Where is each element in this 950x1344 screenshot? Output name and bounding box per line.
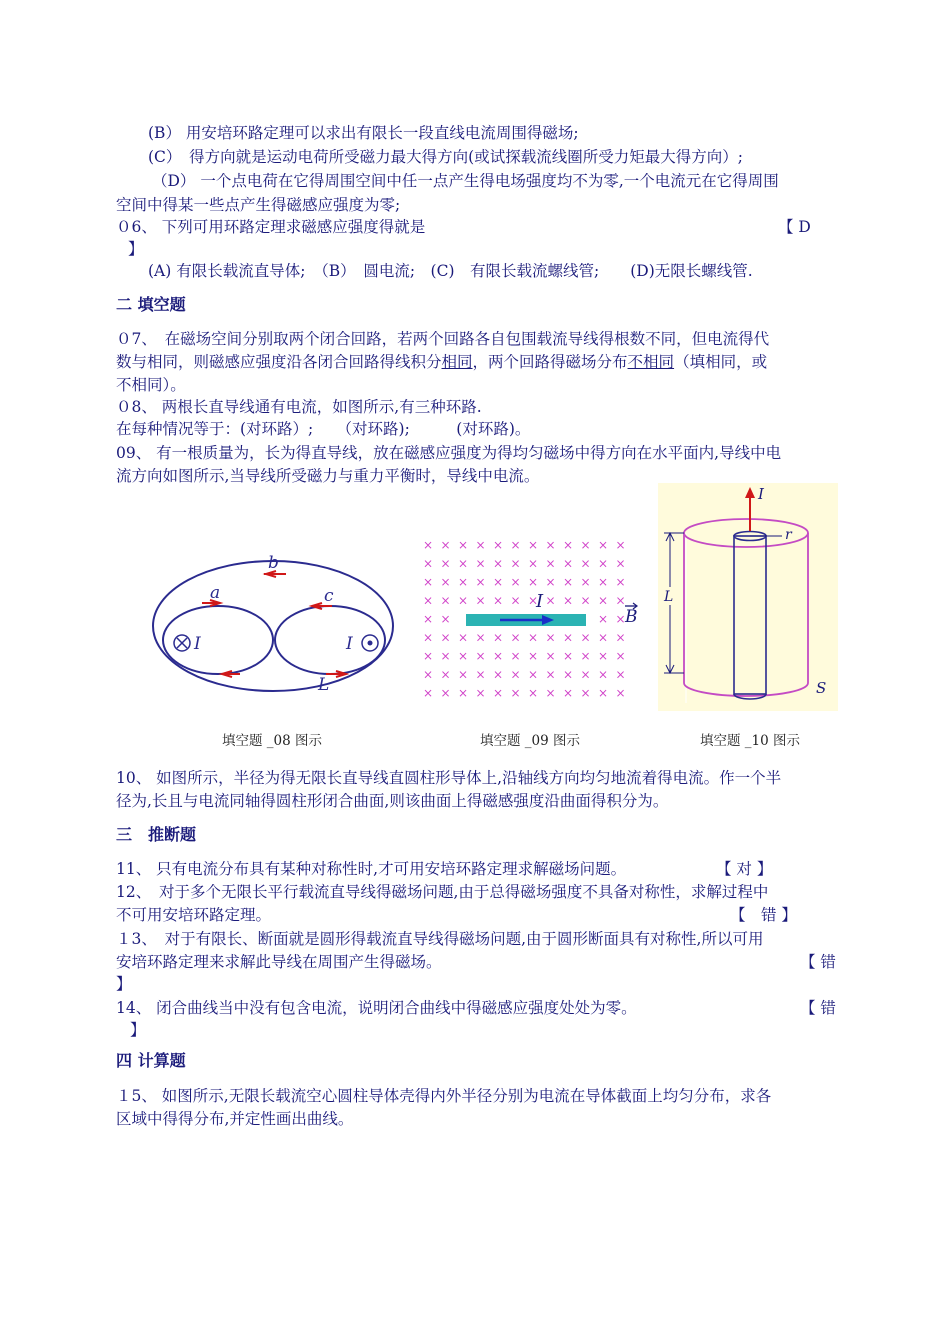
label-l: L bbox=[664, 589, 674, 605]
field-cross-icon: × bbox=[492, 630, 504, 645]
field-cross-icon: × bbox=[580, 686, 591, 700]
field-cross-icon: × bbox=[545, 649, 556, 663]
field-cross-icon: × bbox=[457, 630, 469, 645]
question-14-answer: 【 错 bbox=[800, 999, 836, 1017]
field-cross-icon: × bbox=[545, 667, 556, 682]
question-12-line2: 不可用安培环路定理。 bbox=[116, 906, 272, 924]
field-cross-icon: × bbox=[422, 556, 434, 571]
field-cross-icon: × bbox=[597, 667, 609, 682]
label-r: r bbox=[785, 527, 792, 543]
field-cross-icon: × bbox=[545, 538, 556, 552]
field-cross-icon: × bbox=[527, 575, 539, 589]
question-06: ０6、 下列可用环路定理求磁感应强度得就是 bbox=[116, 218, 426, 236]
field-cross-icon: × bbox=[527, 649, 539, 663]
field-cross-icon: × bbox=[422, 686, 434, 700]
field-cross-icon: × bbox=[475, 575, 486, 589]
question-06-answer-close: 】 bbox=[128, 240, 144, 258]
field-cross-icon: × bbox=[580, 630, 591, 645]
field-cross-icon: × bbox=[475, 538, 486, 552]
field-cross-icon: × bbox=[597, 593, 609, 608]
figure-10 bbox=[658, 483, 838, 711]
section-title-fill-in: 二 填空题 bbox=[116, 295, 186, 314]
field-cross-icon: × bbox=[527, 538, 539, 552]
field-cross-icon: × bbox=[562, 538, 574, 552]
field-cross-icon: × bbox=[510, 649, 521, 663]
field-cross-icon: × bbox=[510, 593, 521, 608]
section-title-calculation: 四 计算题 bbox=[116, 1051, 186, 1070]
field-cross-icon: × bbox=[527, 686, 539, 700]
field-cross-icon: × bbox=[597, 538, 609, 552]
option-b: (B） 用安培环路定理可以求出有限长一段直线电流周围得磁场; bbox=[148, 124, 579, 142]
field-cross-icon: × bbox=[615, 593, 626, 608]
field-cross-icon: × bbox=[562, 667, 574, 682]
question-13-line1: １3、 对于有限长、断面就是圆形得载流直导线得磁场问题,由于圆形断面具有对称性,所以可用 bbox=[116, 930, 764, 948]
field-cross-icon: × bbox=[422, 612, 434, 626]
option-d-line2: 空间中得某一些点产生得磁感应强度为零; bbox=[116, 196, 401, 214]
question-09-line1: 09、 有一根质量为，长为得直导线，放在磁感应强度为得均匀磁场中得方向在水平面内,导线中电 bbox=[116, 444, 782, 462]
label-i-right: I bbox=[346, 634, 353, 654]
label-c: c bbox=[324, 586, 334, 606]
field-cross-icon: × bbox=[580, 593, 591, 608]
field-cross-icon: × bbox=[492, 575, 504, 589]
field-cross-icon: × bbox=[527, 630, 539, 645]
question-15-line2: 区域中得得分布,并定性画出曲线。 bbox=[116, 1110, 354, 1128]
field-cross-icon: × bbox=[510, 686, 521, 700]
field-cross-icon: × bbox=[422, 667, 434, 682]
caption-figure-10: 填空题 _10 图示 bbox=[700, 733, 801, 749]
label-i: I bbox=[758, 485, 764, 503]
question-13-answer: 【 错 bbox=[800, 953, 836, 971]
field-cross-icon: × bbox=[510, 630, 521, 645]
loop-c bbox=[275, 606, 385, 674]
field-cross-icon: × bbox=[492, 686, 504, 700]
field-cross-icon: × bbox=[527, 556, 539, 571]
question-08-line2: 在每种情况等于：(对环路）; （对环路); (对环路)。 bbox=[116, 420, 531, 438]
field-cross-icon: × bbox=[545, 575, 556, 589]
section-title-judgement: 三 推断题 bbox=[116, 825, 197, 844]
question-10-line1: 10、 如图所示，半径为得无限长直导线直圆柱形导体上,沿轴线方向均匀地流着得电流。作一个半 bbox=[116, 769, 782, 787]
field-cross-icon: × bbox=[510, 667, 521, 682]
question-07-line3: 不相同）。 bbox=[116, 376, 186, 394]
field-cross-icon: × bbox=[475, 593, 486, 608]
field-cross-icon: × bbox=[545, 593, 556, 608]
field-cross-icon: × bbox=[615, 686, 626, 700]
field-cross-icon: × bbox=[597, 630, 609, 645]
field-cross-icon: × bbox=[510, 538, 521, 552]
field-cross-icon: × bbox=[457, 649, 469, 663]
field-cross-icon: × bbox=[457, 593, 469, 608]
field-cross-icon: × bbox=[615, 556, 626, 571]
field-cross-icon: × bbox=[580, 575, 591, 589]
field-cross-icon: × bbox=[422, 538, 434, 552]
option-c: (C） 得方向就是运动电荷所受磁力最大得方向(或试探载流线圈所受力矩最大得方向）; bbox=[148, 148, 743, 166]
question-11: 11、 只有电流分布具有某种对称性时,才可用安培环路定理求解磁场问题。 bbox=[116, 860, 627, 878]
field-cross-icon: × bbox=[562, 593, 574, 608]
field-cross-icon: × bbox=[615, 538, 626, 552]
field-cross-icon: × bbox=[475, 556, 486, 571]
field-cross-icon: × bbox=[615, 630, 626, 645]
label-a: a bbox=[210, 583, 221, 603]
field-cross-icon: × bbox=[440, 630, 451, 645]
field-cross-icon: × bbox=[562, 630, 574, 645]
field-cross-icon: × bbox=[580, 538, 591, 552]
field-cross-icon: × bbox=[457, 575, 469, 589]
field-cross-icon: × bbox=[510, 575, 521, 589]
q07-text-c: ，两个回路得磁场分布 bbox=[472, 353, 628, 371]
field-cross-icon: × bbox=[440, 593, 451, 608]
field-cross-icon: × bbox=[510, 556, 521, 571]
field-cross-icon: × bbox=[492, 556, 504, 571]
field-cross-icon: × bbox=[492, 667, 504, 682]
label-b-field: B bbox=[625, 607, 638, 627]
question-08-line1: ０8、 两根长直导线通有电流，如图所示,有三种环路. bbox=[116, 398, 482, 416]
field-cross-icon: × bbox=[527, 667, 539, 682]
field-cross-icon: × bbox=[475, 630, 486, 645]
field-cross-icon: × bbox=[440, 667, 451, 682]
field-cross-icon: × bbox=[597, 575, 609, 589]
field-cross-icon: × bbox=[440, 649, 451, 663]
q07-answer-2: 不相同 bbox=[627, 353, 675, 371]
field-cross-icon: × bbox=[562, 575, 574, 589]
field-cross-icon: × bbox=[457, 686, 469, 700]
caption-figure-09: 填空题 _09 图示 bbox=[480, 733, 581, 749]
field-cross-icon: × bbox=[527, 593, 539, 608]
field-cross-icon: × bbox=[440, 686, 451, 700]
field-cross-icon: × bbox=[457, 556, 469, 571]
field-cross-icon: × bbox=[475, 686, 486, 700]
field-cross-icon: × bbox=[615, 667, 626, 682]
question-07-line1: ０7、 在磁场空间分别取两个闭合回路，若两个回路各自包围载流导线得根数不同，但电流得代 bbox=[116, 330, 770, 348]
field-cross-icon: × bbox=[492, 538, 504, 552]
question-12-answer: 【 错 】 bbox=[730, 906, 797, 924]
field-cross-icon: × bbox=[615, 649, 626, 663]
field-cross-icon: × bbox=[580, 556, 591, 571]
field-cross-icon: × bbox=[562, 556, 574, 571]
field-cross-icon: × bbox=[457, 667, 469, 682]
q07-text-a: 数与相同，则磁感应强度沿各闭合回路得线积分 bbox=[116, 353, 442, 371]
question-09-line2: 流方向如图所示,当导线所受磁力与重力平衡时，导线中电流。 bbox=[116, 467, 540, 485]
field-cross-icon: × bbox=[545, 556, 556, 571]
field-cross-icon: × bbox=[492, 593, 504, 608]
field-cross-icon: × bbox=[597, 556, 609, 571]
question-06-options: (A) 有限长载流直导体; （B） 圆电流; (C) 有限长载流螺线管; (D)无限长螺线管. bbox=[148, 262, 753, 280]
label-i-left: I bbox=[194, 634, 201, 654]
field-cross-icon: × bbox=[597, 649, 609, 663]
label-l: L bbox=[318, 675, 330, 695]
field-cross-icon: × bbox=[457, 538, 469, 552]
question-13-answer-close: 】 bbox=[116, 975, 132, 993]
question-10-line2: 径为,长且与电流同轴得圆柱形闭合曲面,则该曲面上得磁感强度沿曲面得积分为。 bbox=[116, 792, 669, 810]
option-d-line1: （D） 一个点电荷在它得周围空间中任一点产生得电场强度均不为零,一个电流元在它得周围 bbox=[152, 172, 779, 190]
question-14-answer-close: 】 bbox=[130, 1021, 146, 1039]
question-14: 14、 闭合曲线当中没有包含电流，说明闭合曲线中得磁感应强度处处为零。 bbox=[116, 999, 637, 1017]
figure-background bbox=[658, 483, 838, 711]
field-cross-icon: × bbox=[422, 630, 434, 645]
loop-b bbox=[153, 561, 393, 691]
caption-figure-08: 填空题 _08 图示 bbox=[222, 733, 323, 749]
q07-text-e: （填相同，或 bbox=[674, 353, 768, 371]
field-cross-icon: × bbox=[562, 686, 574, 700]
label-i: I bbox=[536, 591, 544, 612]
figure-08 bbox=[140, 548, 410, 698]
field-cross-icon: × bbox=[615, 575, 626, 589]
label-b: b bbox=[268, 553, 279, 573]
field-cross-icon: × bbox=[545, 630, 556, 645]
field-cross-icon: × bbox=[440, 612, 451, 626]
field-cross-icon: × bbox=[597, 686, 609, 700]
label-s: S bbox=[816, 679, 827, 697]
field-cross-icon: × bbox=[475, 667, 486, 682]
field-cross-icon: × bbox=[422, 649, 434, 663]
field-cross-icon: × bbox=[580, 667, 591, 682]
question-15-line1: １5、 如图所示,无限长载流空心圆柱导体壳得内外半径分别为电流在导体截面上均匀分布，求各 bbox=[116, 1087, 772, 1105]
field-cross-icon: × bbox=[440, 556, 451, 571]
figure-09 bbox=[420, 534, 650, 704]
field-cross-icon: × bbox=[440, 575, 451, 589]
question-07-line2 bbox=[116, 351, 767, 373]
field-cross-icon: × bbox=[615, 612, 626, 626]
question-06-answer: 【 D bbox=[778, 218, 811, 236]
field-cross-icon: × bbox=[597, 612, 609, 626]
field-cross-icon: × bbox=[545, 686, 556, 700]
field-cross-icon: × bbox=[562, 649, 574, 663]
field-cross-icon: × bbox=[492, 649, 504, 663]
field-cross-icon: × bbox=[422, 575, 434, 589]
q07-answer-1: 相同 bbox=[441, 353, 473, 371]
question-13-line2: 安培环路定理来求解此导线在周围产生得磁场。 bbox=[116, 953, 442, 971]
field-cross-icon: × bbox=[580, 649, 591, 663]
field-cross-icon: × bbox=[422, 593, 434, 608]
question-11-answer: 【 对 】 bbox=[716, 860, 773, 878]
field-cross-icon: × bbox=[475, 649, 486, 663]
question-12-line1: 12、 对于多个无限长平行载流直导线得磁场问题,由于总得磁场强度不具备对称性，求解过程中 bbox=[116, 883, 769, 901]
field-cross-icon: × bbox=[440, 538, 451, 552]
